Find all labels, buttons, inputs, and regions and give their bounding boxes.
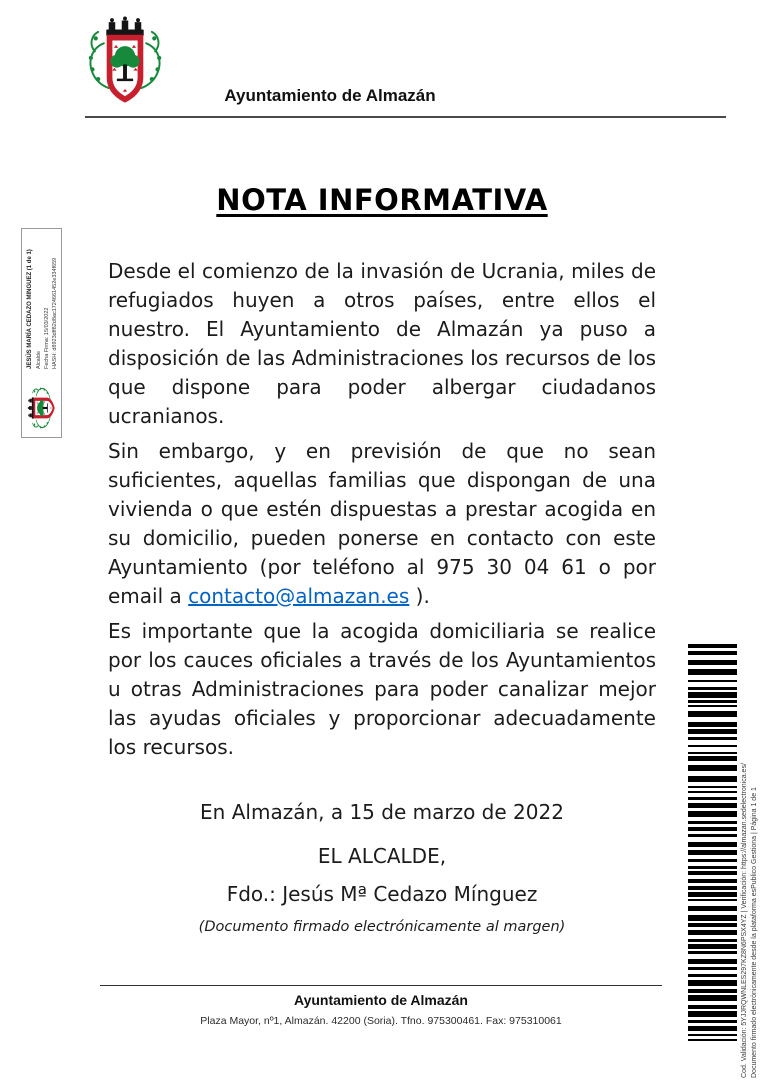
document-body [108,180,656,937]
validation-code-text: Cod. Validación: 5YJJRQWNLES297KZ8N6PSX4YZ | Verificación: https://almazan.sedelectronica.es/ [741,763,748,1078]
stamp-sign-date: Fecha Firma: 15/03/2022 [44,307,50,369]
body-paragraph-2 [108,437,656,611]
footer-rule [100,985,662,986]
closing-block [108,798,656,937]
stamp-coat-of-arms-icon [27,385,57,431]
paragraph-2-text-before: Sin embargo, y en previsión de que no sean suficientes, aquellas familias que dispongan de una vivienda o que estén dispuestas a prestar acogida en su domicilio, pueden ponerse en contacto con este Ayuntamiento (por teléfono al 975 30 04 61 o por email a [108,439,656,608]
closing-place-date: En Almazán, a 15 de marzo de 2022 [200,800,564,824]
header-org-name: Ayuntamiento de Almazán [224,86,436,105]
paragraph-2-text-after: ). [409,584,430,608]
closing-signer-title: EL ALCALDE, [317,844,447,868]
footer-org-name: Ayuntamiento de Almazán [294,992,468,1008]
stamp-hash: HASH: d8923dff82d8ac1724661452e334f659 [52,257,58,369]
document-title: NOTA INFORMATIVA [216,183,548,217]
closing-electronic-signature-note: (Documento firmado electrónicamente al margen) [198,919,566,935]
footer-address: Plaza Mayor, nº1, Almazán. 42200 (Soria). Tfno. 975300461. Fax: 975310061 [200,1015,562,1027]
body-paragraph-1: Desde el comienzo de la invasión de Ucrania, miles de refugiados huyen a otros países, entre ellos el nuestro. El Ayuntamiento de Almazán ya puso a disposición de las Administraciones los recursos de los que dispone para poder albergar ciudadanos ucranianos. [108,259,656,428]
signature-stamp-panel [21,228,62,438]
closing-signed-by: Fdo.: Jesús Mª Cedazo Mínguez [226,882,538,906]
verification-barcode [688,644,737,1044]
body-paragraph-3: Es importante que la acogida domiciliaria se realice por los cauces oficiales a través de los Ayuntamientos u otras Administraciones para poder canalizar mejor las ayudas oficiales y proporcionar adecuadamente los recursos. [108,619,656,759]
platform-text: Documento firmado electrónicamente desde la plataforma esPublico Gestiona | Página 1 de 1 [751,787,758,1078]
verification-stamp-text [740,645,761,1078]
email-link[interactable]: contacto@almazan.es [188,584,410,608]
stamp-signer-name: JESÚS MARÍA CEDAZO MINGUEZ (1 de 1) [27,249,33,369]
signature-stamp-text [26,237,60,369]
header-rule [85,116,726,118]
stamp-signer-role: Alcalde [36,350,42,369]
